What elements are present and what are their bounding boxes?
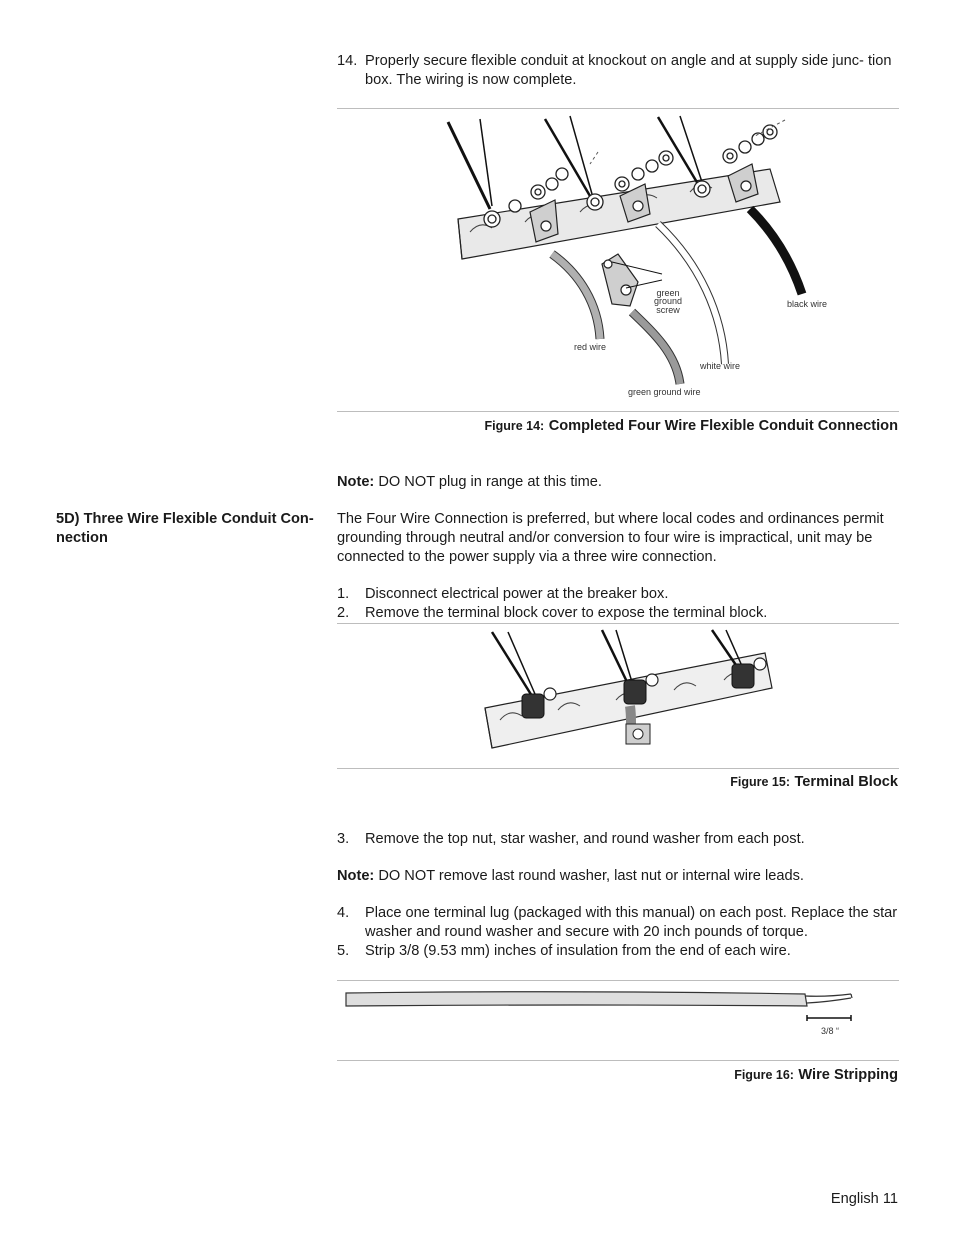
step-number: 4. xyxy=(337,905,350,921)
step-number: 1. xyxy=(337,586,350,602)
section-heading-5d: 5D) Three Wire Flexible Conduit Con- nection xyxy=(56,511,314,546)
step-1 xyxy=(337,585,899,604)
step-5 xyxy=(337,942,899,961)
figure-15-caption-title: Terminal Block xyxy=(794,774,898,790)
step-3 xyxy=(337,830,899,849)
label-green-ground-screw-3: screw xyxy=(656,305,680,315)
step-text: Properly secure flexible conduit at knockout on angle and at supply side junc- tion box. The wiring is now complete. xyxy=(365,53,892,88)
step-2 xyxy=(337,604,899,623)
step-number: 5. xyxy=(337,943,350,959)
label-green-ground-screw-1: green xyxy=(656,288,680,298)
figure-15-caption xyxy=(730,773,898,791)
note-label: Note: xyxy=(337,474,375,490)
figure-16-caption-prefix: Figure 16: xyxy=(734,1068,794,1082)
step-text: Disconnect electrical power at the breaker box. xyxy=(365,586,669,602)
figure-14-top-rule xyxy=(337,108,899,109)
figure-15-illustration xyxy=(480,628,780,756)
note-1 xyxy=(337,473,602,492)
figure-14-illustration xyxy=(440,114,840,404)
note-text: DO NOT remove last round washer, last nut or internal wire leads. xyxy=(378,868,804,884)
figure-14-bottom-rule xyxy=(337,411,899,412)
figure-16-caption-title: Wire Stripping xyxy=(798,1067,898,1083)
figure-15-bottom-rule xyxy=(337,768,899,769)
figure-14-caption xyxy=(484,417,898,435)
step-4 xyxy=(337,904,899,942)
figure-16-caption xyxy=(734,1066,898,1084)
figure-14-caption-prefix: Figure 14: xyxy=(484,419,545,433)
page-number: English 11 xyxy=(830,1191,898,1207)
step-text: Remove the terminal block cover to expose the terminal block. xyxy=(365,605,768,621)
label-black-wire: black wire xyxy=(787,299,828,309)
figure-16-bottom-rule xyxy=(337,1060,899,1061)
step-14 xyxy=(337,52,899,90)
measure-label: 3/8 “ xyxy=(821,1026,840,1036)
section-5d-intro: The Four Wire Connection is preferred, but where local codes and ordinances permit grounding through neutral and/or conversion to four wire is impractical, unit may be connected to the power supply via a three wire connection. xyxy=(337,511,884,565)
step-text: Remove the top nut, star washer, and round washer from each post. xyxy=(365,831,805,847)
label-green-ground-screw-2: ground xyxy=(653,296,683,306)
label-white-wire: white wire xyxy=(700,361,741,371)
figure-16-illustration xyxy=(337,984,899,1044)
step-text: Strip 3/8 (9.53 mm) inches of insulation from the end of each wire. xyxy=(365,943,791,959)
note-label: Note: xyxy=(337,868,375,884)
step-text: Place one terminal lug (packaged with this manual) on each post. Replace the star washer and round washer and secure with 20 inch pounds of torque. xyxy=(365,905,898,940)
figure-15-caption-prefix: Figure 15: xyxy=(730,775,790,789)
figure-16-top-rule xyxy=(337,980,899,981)
step-number: 3. xyxy=(337,831,350,847)
step-number: 2. xyxy=(337,605,350,621)
figure-14-caption-title: Completed Four Wire Flexible Conduit Connection xyxy=(548,418,898,434)
figure-15-top-rule xyxy=(337,623,899,624)
note-text: DO NOT plug in range at this time. xyxy=(378,474,602,490)
label-red-wire: red wire xyxy=(574,342,607,352)
note-2 xyxy=(337,867,804,886)
step-number: 14. xyxy=(337,53,358,69)
label-green-ground-wire: green ground wire xyxy=(628,387,701,397)
